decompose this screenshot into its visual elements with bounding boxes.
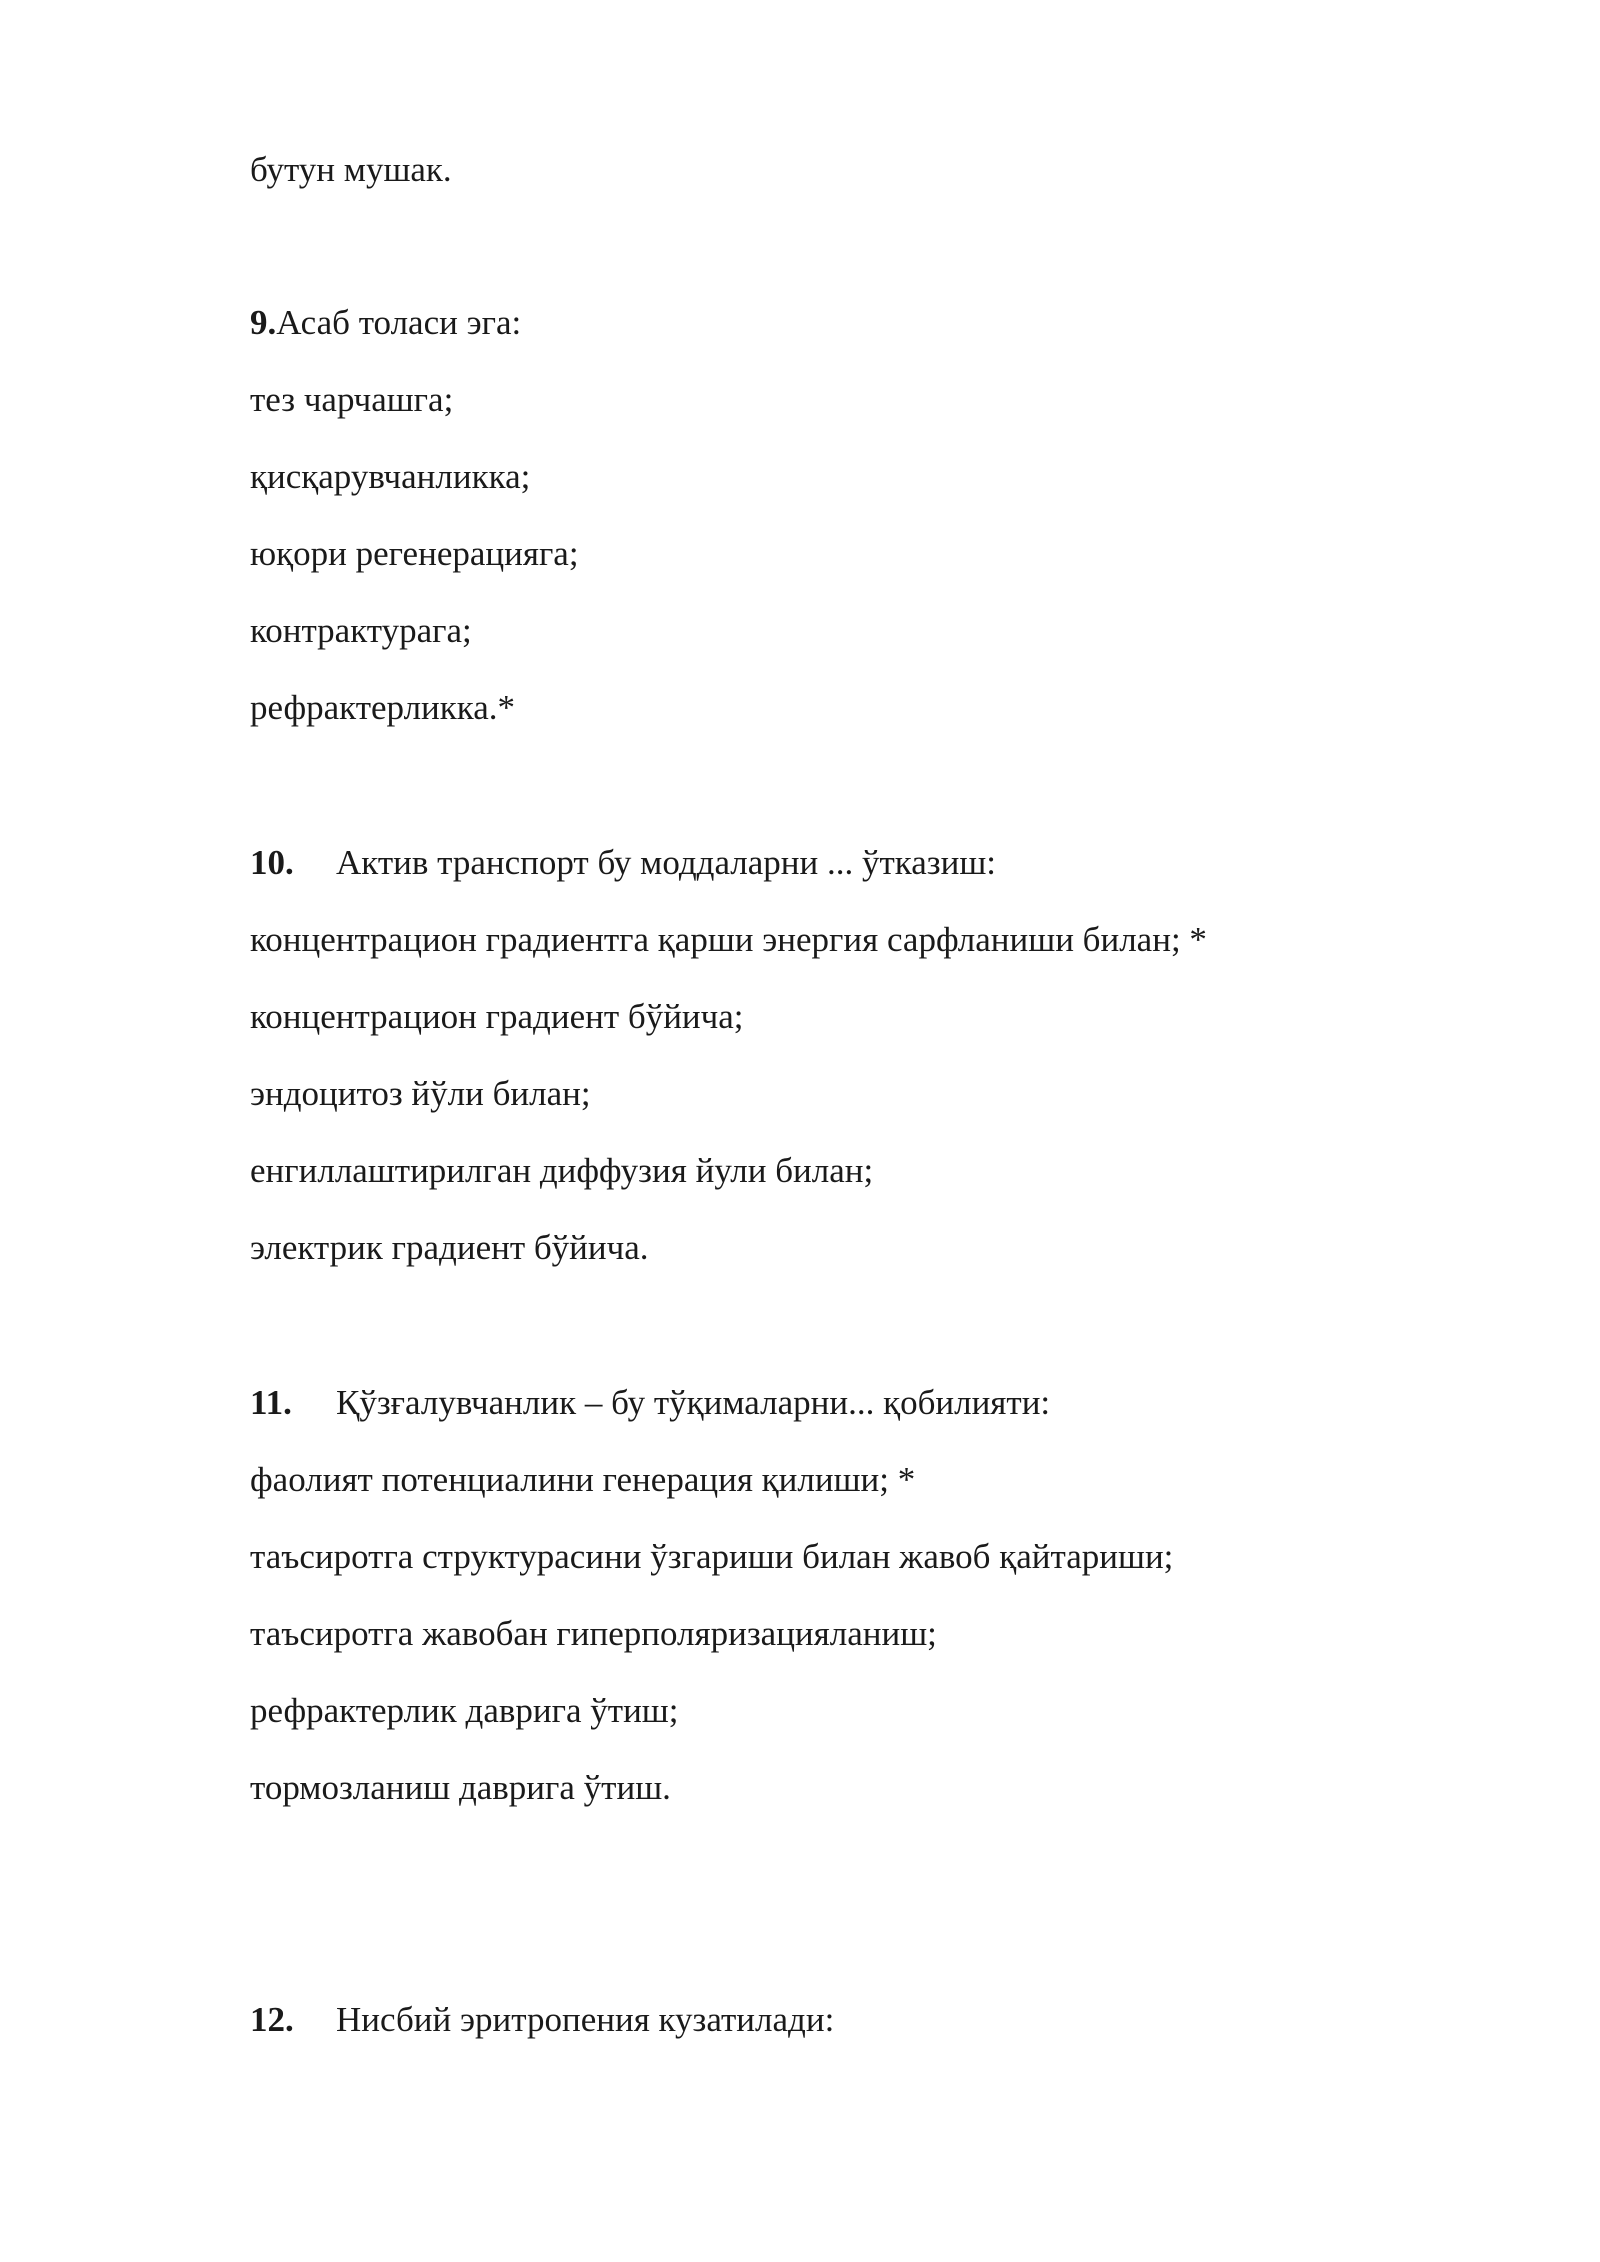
answer-option: концентрацион градиент бўйича; bbox=[250, 997, 744, 1036]
question-10 bbox=[250, 845, 996, 880]
answer-option: эндоцитоз йўли билан; bbox=[250, 1074, 591, 1113]
answer-option: таъсиротга структурасини ўзгариши билан жавоб қайтариши; bbox=[250, 1537, 1174, 1576]
answer-option: концентрацион градиентга қарши энергия сарфланиши билан; * bbox=[250, 920, 1207, 959]
answer-option: фаолият потенциалини генерация қилиши; * bbox=[250, 1460, 916, 1499]
question-number: 9. bbox=[250, 303, 277, 342]
answer-option: енгиллаштирилган диффузия йули билан; bbox=[250, 1151, 874, 1190]
question-11 bbox=[250, 1385, 1050, 1420]
question-text: Қўзғалувчанлик – бу тўқималарни... қобилияти: bbox=[336, 1383, 1051, 1422]
answer-option: тез чарчашга; bbox=[250, 380, 454, 419]
answer-option: қисқарувчанликка; bbox=[250, 457, 531, 496]
answer-option: контрактурага; bbox=[250, 611, 472, 650]
question-9 bbox=[250, 305, 521, 340]
continuation-text: бутун мушак. bbox=[250, 150, 452, 189]
answer-option: электрик градиент бўйича. bbox=[250, 1228, 649, 1267]
question-number: 12. bbox=[250, 2000, 294, 2039]
answer-option: рефрактерликка.* bbox=[250, 688, 516, 727]
question-12 bbox=[250, 2002, 834, 2037]
question-number: 11. bbox=[250, 1383, 292, 1422]
question-text: Нисбий эритропения кузатилади: bbox=[336, 2000, 835, 2039]
answer-option: юқори регенерацияга; bbox=[250, 534, 579, 573]
question-number: 10. bbox=[250, 843, 294, 882]
answer-option: рефрактерлик даврига ўтиш; bbox=[250, 1691, 679, 1730]
answer-option: тормозланиш даврига ўтиш. bbox=[250, 1768, 671, 1807]
answer-option: таъсиротга жавобан гиперполяризацияланиш; bbox=[250, 1614, 937, 1653]
question-text: Асаб толаси эга: bbox=[276, 303, 522, 342]
question-text: Актив транспорт бу моддаларни ... ўтказиш: bbox=[336, 843, 997, 882]
